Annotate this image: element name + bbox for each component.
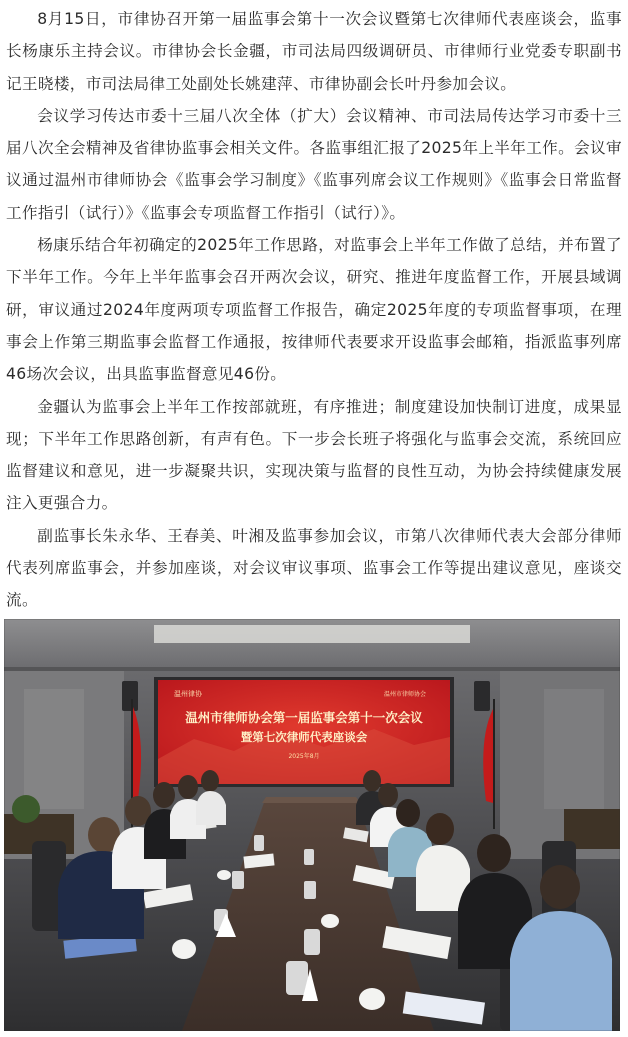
meeting-photo (4, 619, 620, 1031)
screen-logo-left: 温州律协 (174, 690, 202, 698)
screen-date: 2025年8月 (288, 753, 320, 760)
screen-title-line2: 暨第七次律师代表座谈会 (240, 730, 368, 744)
article-paragraph: 副监事长朱永华、王春美、叶湘及监事参加会议，市第八次律师代表大会部分律师代表列席监事会，并参加座谈，对会议审议事项、监事会工作等提出建议意见，座谈交流。 (6, 526, 622, 610)
article-paragraph: 金疆认为监事会上半年工作按部就班，有序推进；制度建设加快制订进度，成果显现；下半年工作思路创新，有声有色。下一步会长班子将强化与监事会交流，系统回应监督建议和意见，进一步凝聚共识，实现决策与监督的良性互动，为协会持续健康发展注入更强合力。 (6, 397, 622, 513)
led-screen (154, 677, 454, 787)
screen-title-line1: 温州市律师协会第一届监事会第十一次会议 (185, 710, 423, 725)
screen-logo-right: 温州市律师协会 (384, 691, 427, 698)
article-paragraph: 8月15日，市律协召开第一届监事会第十一次会议暨第七次律师代表座谈会，监事长杨康乐主持会议。市律协会长金疆，市司法局四级调研员、市律师行业党委专职副书记王晓楼，市司法局律工处副处长姚建萍、市律协副会长叶丹参加会议。 (6, 10, 622, 93)
article-body (6, 0, 622, 617)
article-paragraph: 会议学习传达市委十三届八次全体（扩大）会议精神、市司法局传达学习市委十三届八次全会精神及省律协监事会相关文件。各监事组汇报了2025年上半年工作。会议审议通过温州市律师协会《监事会学习制度》《监事列席会议工作规则》《监事会日常监督工作指引（试行）》《监事会专项监督工作指引（试行）》。 (6, 106, 622, 222)
meeting-room-illustration (4, 619, 620, 1031)
article-paragraph: 杨康乐结合年初确定的2025年工作思路，对监事会上半年工作做了总结，并布置了下半年工作。今年上半年监事会召开两次会议，研究、推进年度监督工作，开展县域调研，审议通过2024年度两项专项监督工作报告，确定2025年度的专项监督事项，在理事会上作第三期监事会监督工作通报，按律师代表要求开设监事会邮箱，指派监事列席46场次会议，出具监事监督意见46份。 (6, 236, 622, 384)
